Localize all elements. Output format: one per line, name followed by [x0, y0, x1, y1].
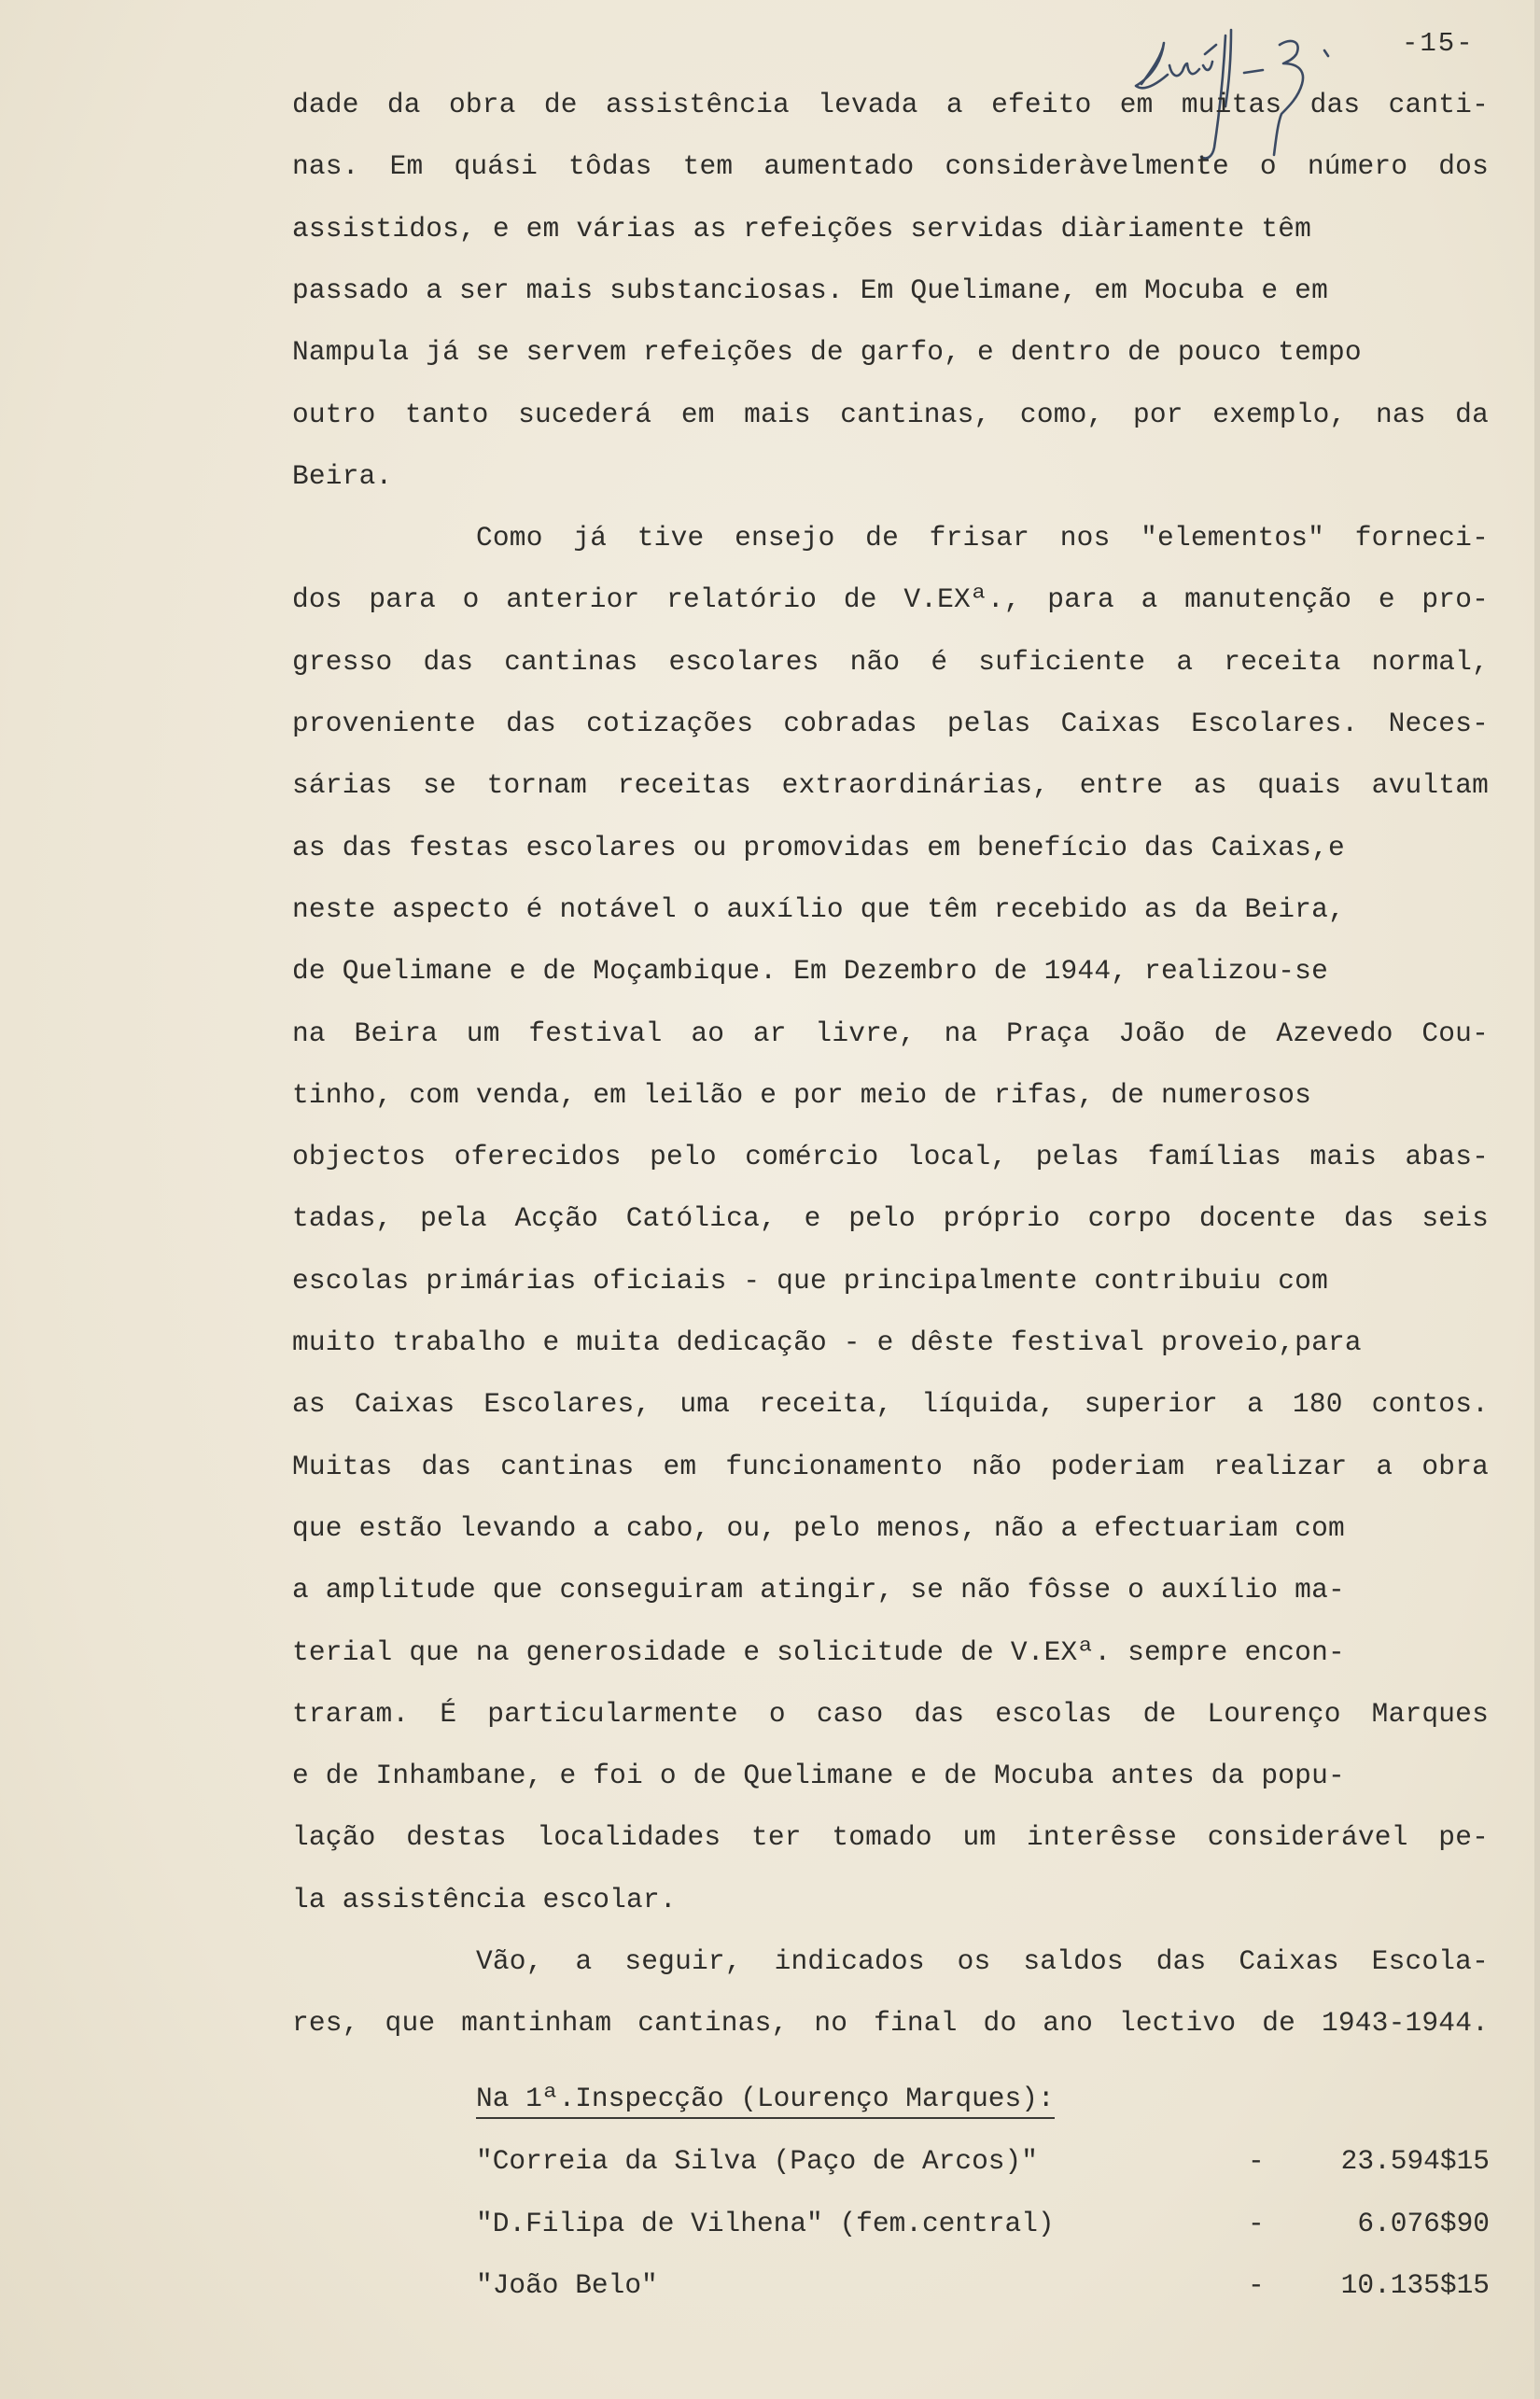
text-line: objectos oferecidos pelo comércio local, pelas famílias mais abas- [292, 1141, 1489, 1172]
page-number: -15- [1402, 28, 1475, 59]
text-line: assistidos, e em várias as refeições servidas diàriamente têm [292, 213, 1312, 245]
text-line: gresso das cantinas escolares não é suficiente a receita normal, [292, 646, 1489, 678]
text-line: escolas primárias oficiais - que principalmente contribuiu com [292, 1265, 1328, 1297]
text-line: la assistência escolar. [292, 1884, 677, 1915]
balance-amount: 23.594$15 [1340, 2145, 1490, 2177]
text-line: sárias se tornam receitas extraordinárias, entre as quais avultam [292, 769, 1489, 801]
entry-dash: - [1248, 2208, 1265, 2239]
text-line: de Quelimane e de Moçambique. Em Dezembro de 1944, realizou-se [292, 955, 1328, 987]
text-line: traram. É particularmente o caso das escolas de Lourenço Marques [292, 1698, 1489, 1730]
balance-amount: 6.076$90 [1357, 2208, 1490, 2239]
text-line: lação destas localidades ter tomado um interêsse considerável pe- [292, 1821, 1489, 1853]
balance-amount: 10.135$15 [1340, 2269, 1490, 2301]
text-line: dos para o anterior relatório de V.EXª., para a manutenção e pro- [292, 583, 1489, 615]
text-line: outro tanto sucederá em mais cantinas, como, por exemplo, nas da [292, 399, 1489, 430]
text-line: terial que na generosidade e solicitude de V.EXª. sempre encon- [292, 1636, 1345, 1668]
text-line: Como já tive ensejo de frisar nos "elementos" forneci- [476, 522, 1489, 554]
school-name: "João Belo" [476, 2269, 658, 2301]
school-name: "D.Filipa de Vilhena" (fem.central) [476, 2208, 1055, 2239]
text-line: que estão levando a cabo, ou, pelo menos, não a efectuariam com [292, 1512, 1345, 1544]
text-line: tinho, com venda, em leilão e por meio de rifas, de numerosos [292, 1079, 1312, 1111]
text-line: Beira. [292, 460, 393, 492]
text-line: Muitas das cantinas em funcionamento não poderiam realizar a obra [292, 1451, 1489, 1482]
entry-dash: - [1248, 2269, 1265, 2301]
text-line: nas. Em quási tôdas tem aumentado consideràvelmente o número dos [292, 150, 1489, 182]
section-heading: Na 1ª.Inspecção (Lourenço Marques): [476, 2080, 1055, 2119]
text-line: Nampula já se servem refeições de garfo, e dentro de pouco tempo [292, 336, 1362, 368]
text-line: proveniente das cotizações cobradas pelas Caixas Escolares. Neces- [292, 708, 1489, 739]
text-line: tadas, pela Acção Católica, e pelo próprio corpo docente das seis [292, 1202, 1489, 1234]
text-line: res, que mantinham cantinas, no final do ano lectivo de 1943-1944. [292, 2007, 1489, 2039]
text-line: muito trabalho e muita dedicação - e dêste festival proveio,para [292, 1326, 1362, 1358]
text-line: as das festas escolares ou promovidas em benefício das Caixas,e [292, 832, 1345, 863]
page-edge [1534, 0, 1540, 2399]
text-line: passado a ser mais substanciosas. Em Quelimane, em Mocuba e em [292, 274, 1328, 306]
text-line: na Beira um festival ao ar livre, na Praça João de Azevedo Cou- [292, 1017, 1489, 1049]
school-name: "Correia da Silva (Paço de Arcos)" [476, 2145, 1038, 2177]
text-line: Vão, a seguir, indicados os saldos das Caixas Escola- [476, 1945, 1489, 1977]
text-line: as Caixas Escolares, uma receita, líquida, superior a 180 contos. [292, 1388, 1489, 1420]
text-line: a amplitude que conseguiram atingir, se não fôsse o auxílio ma- [292, 1574, 1345, 1606]
text-line: dade da obra de assistência levada a efeito em muitas das canti- [292, 89, 1489, 120]
text-line: neste aspecto é notável o auxílio que têm recebido as da Beira, [292, 893, 1345, 925]
entry-dash: - [1248, 2145, 1265, 2177]
text-line: e de Inhambane, e foi o de Quelimane e de Mocuba antes da popu- [292, 1760, 1345, 1791]
